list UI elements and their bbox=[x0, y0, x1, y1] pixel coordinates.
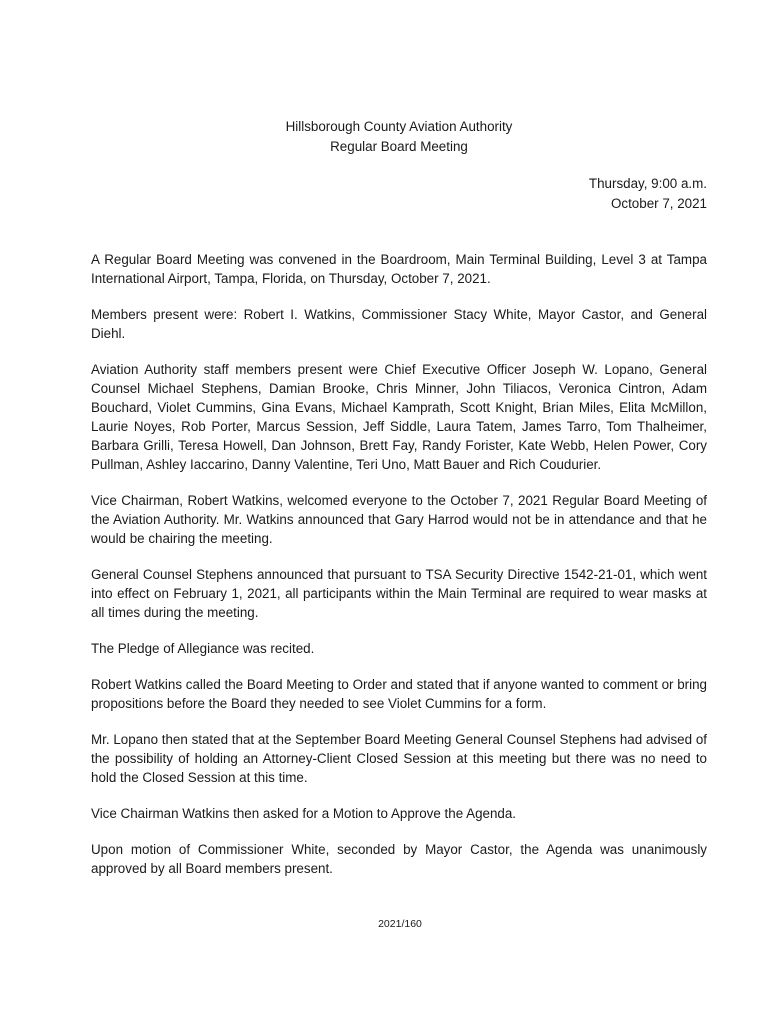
document-header bbox=[0, 117, 770, 157]
page-number: 2021/160 bbox=[378, 918, 422, 930]
meeting-day-time: Thursday, 9:00 a.m. bbox=[588, 176, 707, 191]
paragraph-agenda-approved: Upon motion of Commissioner White, seconded by Mayor Castor, the Agenda was unanimously approved by all Board members present. bbox=[91, 842, 707, 876]
meeting-datetime bbox=[589, 174, 707, 214]
page-footer bbox=[0, 918, 770, 930]
paragraph-pledge: The Pledge of Allegiance was recited. bbox=[91, 641, 315, 656]
paragraph-call-to-order: Robert Watkins called the Board Meeting to Order and stated that if anyone wanted to comment or bring propositions before the Board they needed to see Violet Cummins for a form. bbox=[91, 677, 707, 711]
meeting-date: October 7, 2021 bbox=[610, 196, 707, 211]
paragraph-convened: A Regular Board Meeting was convened in the Boardroom, Main Terminal Building, Level 3 at Tampa International Airport, Tampa, Florida, on Thursday, October 7, 2021. bbox=[91, 252, 707, 286]
paragraph-welcome: Vice Chairman, Robert Watkins, welcomed everyone to the October 7, 2021 Regular Board Meeting of the Aviation Authority. Mr. Watkins announced that Gary Harrod would not be in attendance and that he would be chairing the meeting. bbox=[91, 493, 707, 546]
paragraph-motion-request: Vice Chairman Watkins then asked for a Motion to Approve the Agenda. bbox=[91, 806, 517, 821]
minutes-body bbox=[91, 250, 707, 895]
organization-name: Hillsborough County Aviation Authority bbox=[285, 119, 513, 134]
meeting-type: Regular Board Meeting bbox=[330, 139, 468, 154]
paragraph-closed-session: Mr. Lopano then stated that at the September Board Meeting General Counsel Stephens had advised of the possibility of holding an Attorney-Client Closed Session at this meeting but there was no need to hold the Closed Session at this time. bbox=[91, 732, 707, 785]
paragraph-members-present: Members present were: Robert I. Watkins, Commissioner Stacy White, Mayor Castor, and General Diehl. bbox=[91, 307, 707, 341]
paragraph-staff-present: Aviation Authority staff members present were Chief Executive Officer Joseph W. Lopano, General Counsel Michael Stephens, Damian Brooke, Chris Minner, John Tiliacos, Veronica Cintron, Adam Bouchard, Violet Cummins, Gina Evans, Michael Kamprath, Scott Knight, Brian Miles, Elita McMillon, Laurie Noyes, Rob Porter, Marcus Session, Jeff Siddle, Laura Tatem, James Tarro, Tom Thalheimer, Barbara Grilli, Teresa Howell, Dan Johnson, Brett Fay, Randy Forister, Kate Webb, Helen Power, Cory Pullman, Ashley Iaccarino, Danny Valentine, Teri Uno, Matt Bauer and Rich Coudurier. bbox=[91, 362, 707, 472]
paragraph-tsa-directive: General Counsel Stephens announced that pursuant to TSA Security Directive 1542-21-01, which went into effect on February 1, 2021, all participants within the Main Terminal are required to wear masks at all times during the meeting. bbox=[91, 567, 707, 620]
